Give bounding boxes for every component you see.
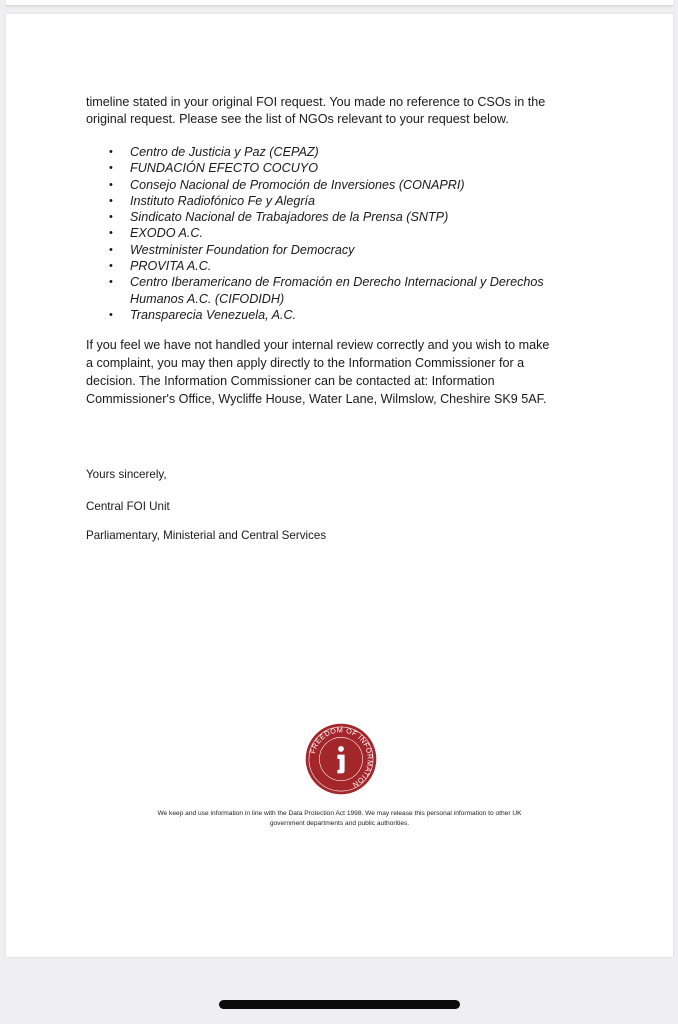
freedom-of-information-logo-icon <box>305 723 377 795</box>
complaint-line: Commissioner's Office, Wycliffe House, Water Lane, Wilmslow, Cheshire SK9 5AF. <box>86 392 547 406</box>
closing-salutation: Yours sincerely, <box>86 468 167 481</box>
intro-line: original request. Please see the list of NGOs relevant to your request below. <box>86 112 509 126</box>
ngo-list <box>106 144 586 323</box>
bullet-icon: • <box>109 276 113 289</box>
ngo-item: • Sindicato Nacional de Trabajadores de la Prensa (SNTP) <box>109 210 449 225</box>
bullet-icon: • <box>109 146 113 158</box>
bullet-icon: • <box>109 243 113 256</box>
document-page <box>6 14 673 957</box>
ngo-item: • Consejo Nacional de Promoción de Inversiones (CONAPRI) <box>109 177 465 192</box>
complaint-line: If you feel we have not handled your internal review correctly and you wish to make <box>86 338 550 352</box>
previous-page-edge <box>6 0 673 6</box>
intro-paragraph <box>86 94 596 128</box>
intro-line: timeline stated in your original FOI request. You made no reference to CSOs in the <box>86 95 546 109</box>
ngo-item: • Instituto Radiofónico Fe y Alegría <box>109 193 316 208</box>
bullet-icon: • <box>109 308 113 321</box>
data-protection-notice <box>76 809 603 829</box>
footer-line: government departments and public authorities. <box>269 820 410 827</box>
home-indicator[interactable] <box>219 1000 460 1009</box>
complaint-line: decision. The Information Commissioner can be contacted at: Information <box>86 374 495 388</box>
department-name: Parliamentary, Ministerial and Central Services <box>86 529 327 542</box>
footer-line: We keep and use information in line with the Data Protection Act 1998. We may release this personal information to other UK <box>157 810 522 817</box>
ngo-item: • Centro de Justicia y Paz (CEPAZ) <box>109 145 319 159</box>
ngo-item: • Centro Iberamericano de Fromación en Derecho Internacional y Derechos Humanos A.C. (CIFODIDH) <box>109 275 544 306</box>
bullet-icon: • <box>109 227 113 240</box>
ngo-item: • EXODO A.C. <box>109 226 204 241</box>
signatory: Central FOI Unit <box>86 500 170 513</box>
ngo-item-continuation: Humanos A.C. (CIFODIDH) <box>130 291 285 306</box>
ngo-item: • PROVITA A.C. <box>109 259 212 274</box>
bullet-icon: • <box>109 194 113 207</box>
bullet-icon: • <box>109 178 113 191</box>
bullet-icon: • <box>109 211 113 224</box>
logo-text: FREEDOM OF INFORMATION <box>307 725 375 790</box>
bullet-icon: • <box>109 162 113 175</box>
complaint-paragraph <box>86 336 596 408</box>
ngo-item: • Westminister Foundation for Democracy <box>109 242 355 257</box>
ngo-item: • Transparecia Venezuela, A.C. <box>109 307 297 322</box>
ngo-item: • FUNDACIÓN EFECTO COCUYO <box>109 161 318 176</box>
bullet-icon: • <box>109 260 113 273</box>
complaint-line: a complaint, you may then apply directly to the Information Commissioner for a <box>86 356 525 370</box>
